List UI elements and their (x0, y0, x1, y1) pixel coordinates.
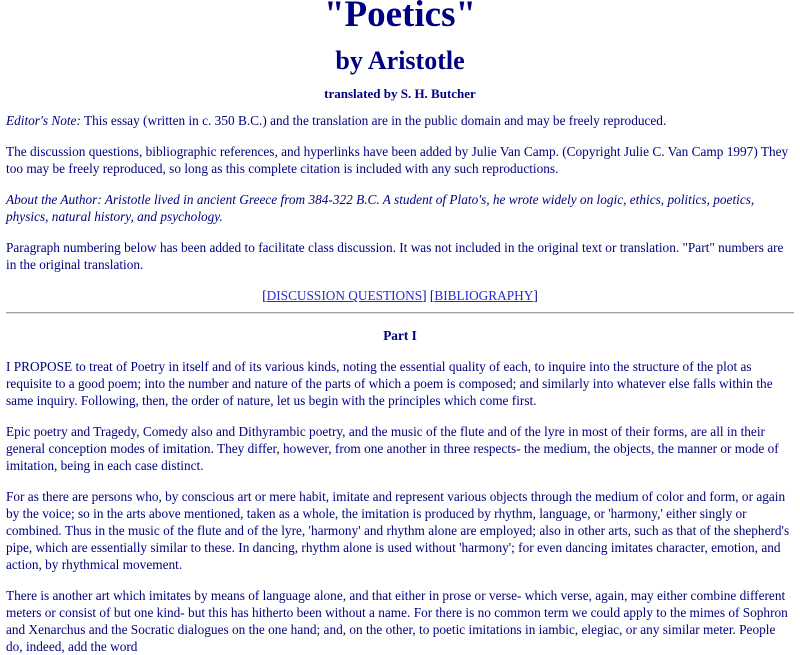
body-paragraph: There is another art which imitates by means of language alone, and that either in prose or verse- which verse, again, may either combine different meters or consist of but one kind- but this has hitherto been without a name. For there is no common term we could apply to the mimes of Sophron and Xenarchus and the Socratic dialogues on the one hand; and, on the other, to poetic imitations in iambic, elegiac, or any similar meter. People do, indeed, add the word (6, 588, 788, 654)
page-title: "Poetics" (323, 0, 477, 35)
bibliography-link[interactable]: BIBLIOGRAPHY (434, 288, 534, 303)
editor-note-text: This essay (written in c. 350 B.C.) and the translation are in the public domain and may be freely reproduced. (80, 113, 667, 128)
bracket-separator: ] [ (422, 288, 435, 303)
body-paragraph: For as there are persons who, by conscious art or mere habit, imitate and represent various objects through the medium of color and form, or again by the voice; so in the arts above mentioned, taken as a whole, the imitation is produced by rhythm, language, or 'harmony,' either singly or combined. Thus in the music of the flute and of the lyre, 'harmony' and rhythm alone are employed; also in other arts, such as that of the shepherd's pipe, which are essentially similar to these. In dancing, rhythm alone is used without 'harmony'; for even dancing imitates character, emotion, and action, by rhythmical movement. (6, 489, 790, 572)
nav-links (6, 287, 794, 304)
body-paragraph: I PROPOSE to treat of Poetry in itself and of its various kinds, noting the essential quality of each, to inquire into the structure of the plot as requisite to a good poem; into the number and nature of the parts of which a poem is composed; and similarly into whatever else falls within the same inquiry. Following, then, the order of nature, let us begin with the principles which come first. (6, 359, 773, 408)
editor-note (6, 112, 794, 129)
discussion-note: The discussion questions, bibliographic references, and hyperlinks have been added by Julie Van Camp. (Copyright Julie C. Van Camp 1997) They too may be freely reproduced, so long as this complete citation is included with any such reproductions. (6, 144, 789, 176)
horizontal-divider (6, 312, 794, 314)
translator-credit: translated by S. H. Butcher (324, 86, 476, 101)
body-paragraph: Epic poetry and Tragedy, Comedy also and Dithyrambic poetry, and the music of the flute and of the lyre in most of their forms, are all in their general conception modes of imitation. They differ, however, from one another in three respects- the medium, the objects, the manner or mode of imitation, being in each case distinct. (6, 424, 779, 473)
discussion-questions-link[interactable]: DISCUSSION QUESTIONS (266, 288, 423, 303)
part-heading: Part I (383, 328, 417, 343)
bracket-close: ] (533, 288, 538, 303)
bracket-open: [ (262, 288, 267, 303)
author-heading: by Aristotle (335, 46, 465, 75)
editor-note-label: Editor's Note: (6, 113, 81, 128)
about-author: About the Author: Aristotle lived in ancient Greece from 384-322 B.C. A student of Plato's, he wrote widely on logic, ethics, politics, poetics, physics, natural history, and psychology. (6, 192, 755, 224)
numbering-note: Paragraph numbering below has been added to facilitate class discussion. It was not included in the original text or translation. "Part" numbers are in the original translation. (6, 240, 784, 272)
